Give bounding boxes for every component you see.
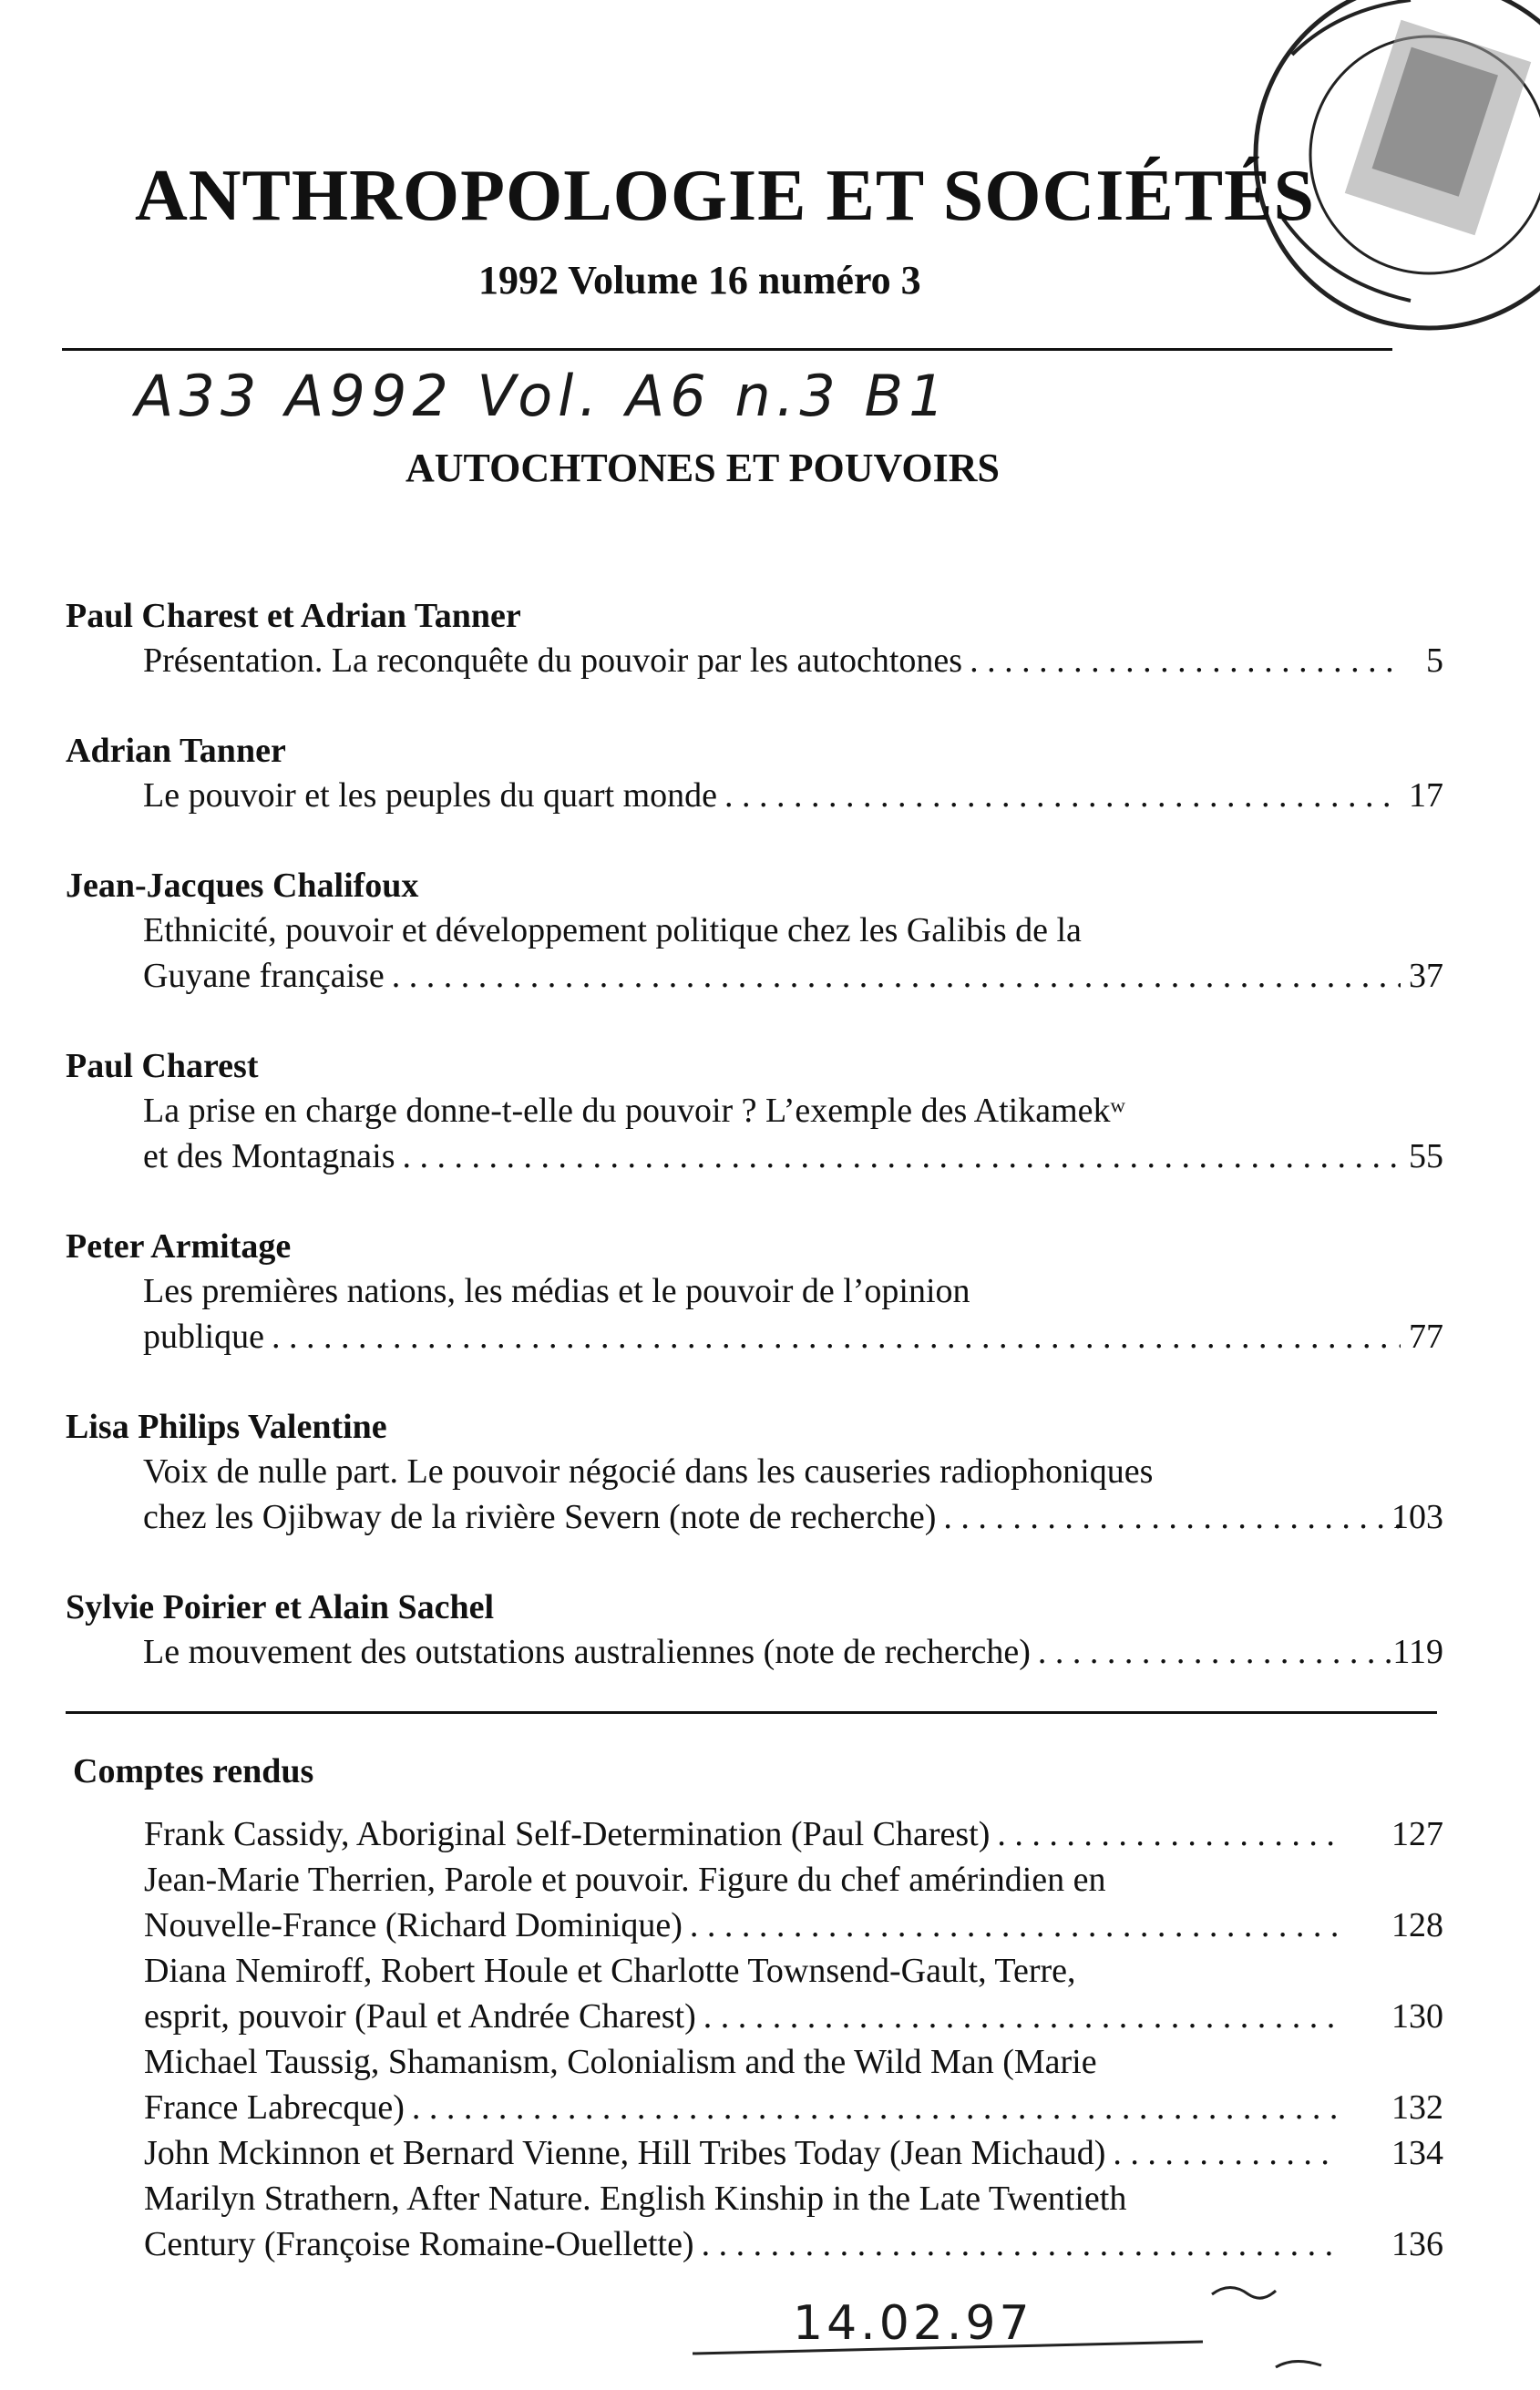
toc-entry <box>66 1405 1443 1540</box>
article-title-line: et des Montagnais <box>143 1137 395 1175</box>
article-title-line: publique <box>143 1318 264 1356</box>
article-author: Peter Armitage <box>66 1227 292 1266</box>
review-line: Jean-Marie Therrien, Parole et pouvoir. Figure du chef amérindien en <box>144 1861 1106 1899</box>
section-rule <box>66 1711 1437 1714</box>
comptes-rendus-heading: Comptes rendus <box>73 1752 314 1790</box>
review-line: France Labrecque) <box>144 2088 405 2127</box>
article-title-line: La prise en charge donne-t-elle du pouvoir ? L’exemple des Atikamekʷ <box>143 1092 1125 1130</box>
article-title-line: chez les Ojibway de la rivière Severn (note de recherche) <box>143 1498 937 1536</box>
article-title-line: Guyane française <box>143 957 385 995</box>
leader-dots <box>997 1811 1338 1857</box>
review-line: John Mckinnon et Bernard Vienne, Hill Tribes Today (Jean Michaud) <box>144 2134 1106 2172</box>
article-title-line: Ethnicité, pouvoir et développement politique chez les Galibis de la <box>143 911 1082 949</box>
toc-entry <box>66 1225 1443 1359</box>
toc-entry <box>66 594 1443 683</box>
article-author: Adrian Tanner <box>66 732 286 770</box>
article-author: Paul Charest <box>66 1047 259 1085</box>
leader-dots <box>403 1133 1401 1179</box>
page-number: 17 <box>1409 776 1443 815</box>
leader-dots <box>690 1903 1338 1948</box>
leader-dots <box>702 2221 1338 2267</box>
review-line: Century (Françoise Romaine-Ouellette) <box>144 2225 694 2263</box>
journal-title: ANTHROPOLOGIE ET SOCIÉTÉS <box>135 156 1315 236</box>
review-entry <box>144 1811 1443 1857</box>
article-title-line: Le mouvement des outstations australiennes (note de recherche) <box>143 1633 1031 1671</box>
review-line: Marilyn Strathern, After Nature. English Kinship in the Late Twentieth <box>144 2180 1127 2218</box>
page-number: 55 <box>1409 1137 1443 1175</box>
article-title-line: Les premières nations, les médias et le pouvoir de l’opinion <box>143 1272 970 1310</box>
leader-dots <box>1113 2130 1338 2176</box>
review-entry <box>144 2039 1443 2130</box>
page-number: 136 <box>1391 2225 1443 2263</box>
page-number: 119 <box>1392 1633 1443 1671</box>
article-title-line: Présentation. La reconquête du pouvoir par les autochtones <box>143 641 963 680</box>
toc-entry <box>66 864 1443 999</box>
review-entry <box>144 1948 1443 2039</box>
article-author: Sylvie Poirier et Alain Sachel <box>66 1588 495 1626</box>
article-title-line: Le pouvoir et les peuples du quart monde <box>143 776 718 815</box>
page-number: 132 <box>1391 2088 1443 2127</box>
handwritten-catalog-note: A33 A992 Vol. A6 n.3 B1 <box>135 363 950 429</box>
article-author: Paul Charest et Adrian Tanner <box>66 597 521 635</box>
review-entry <box>144 1857 1443 1948</box>
review-line: Diana Nemiroff, Robert Houle et Charlotte Townsend-Gault, Terre, <box>144 1952 1076 1990</box>
toc-entry <box>66 729 1443 818</box>
comptes-rendus-list <box>144 1811 1443 2267</box>
page-number: 127 <box>1391 1815 1443 1853</box>
issue-line: 1992 Volume 16 numéro 3 <box>478 258 921 303</box>
page-number: 37 <box>1409 957 1443 995</box>
review-entry <box>144 2176 1443 2267</box>
review-line: Michael Taussig, Shamanism, Colonialism and the Wild Man (Marie <box>144 2043 1097 2081</box>
page-number: 128 <box>1391 1906 1443 1944</box>
handwritten-date: 14.02.97 <box>793 2296 1033 2351</box>
review-entry <box>144 2130 1443 2176</box>
article-title-line: Voix de nulle part. Le pouvoir négocié dans les causeries radiophoniques <box>143 1452 1154 1491</box>
top-rule <box>62 348 1392 351</box>
article-author: Lisa Philips Valentine <box>66 1408 387 1446</box>
review-line: Frank Cassidy, Aboriginal Self-Determination (Paul Charest) <box>144 1815 991 1853</box>
section-title: AUTOCHTONES ET POUVOIRS <box>406 446 1000 490</box>
review-line: Nouvelle-France (Richard Dominique) <box>144 1906 683 1944</box>
page-number: 77 <box>1409 1318 1443 1356</box>
page-number: 134 <box>1391 2134 1443 2172</box>
page-number: 5 <box>1426 641 1443 680</box>
toc-entry <box>66 1044 1443 1179</box>
leader-dots <box>724 773 1401 818</box>
article-author: Jean-Jacques Chalifoux <box>66 867 419 905</box>
leader-dots <box>1038 1629 1401 1675</box>
leader-dots <box>943 1494 1401 1540</box>
leader-dots <box>412 2085 1338 2130</box>
toc-entry <box>66 1585 1443 1675</box>
leader-dots <box>970 638 1401 683</box>
page-number: 103 <box>1391 1498 1443 1536</box>
leader-dots <box>392 953 1401 999</box>
page-number: 130 <box>1391 1997 1443 2036</box>
review-line: esprit, pouvoir (Paul et Andrée Charest) <box>144 1997 696 2036</box>
leader-dots <box>703 1994 1338 2039</box>
leader-dots <box>272 1314 1401 1359</box>
